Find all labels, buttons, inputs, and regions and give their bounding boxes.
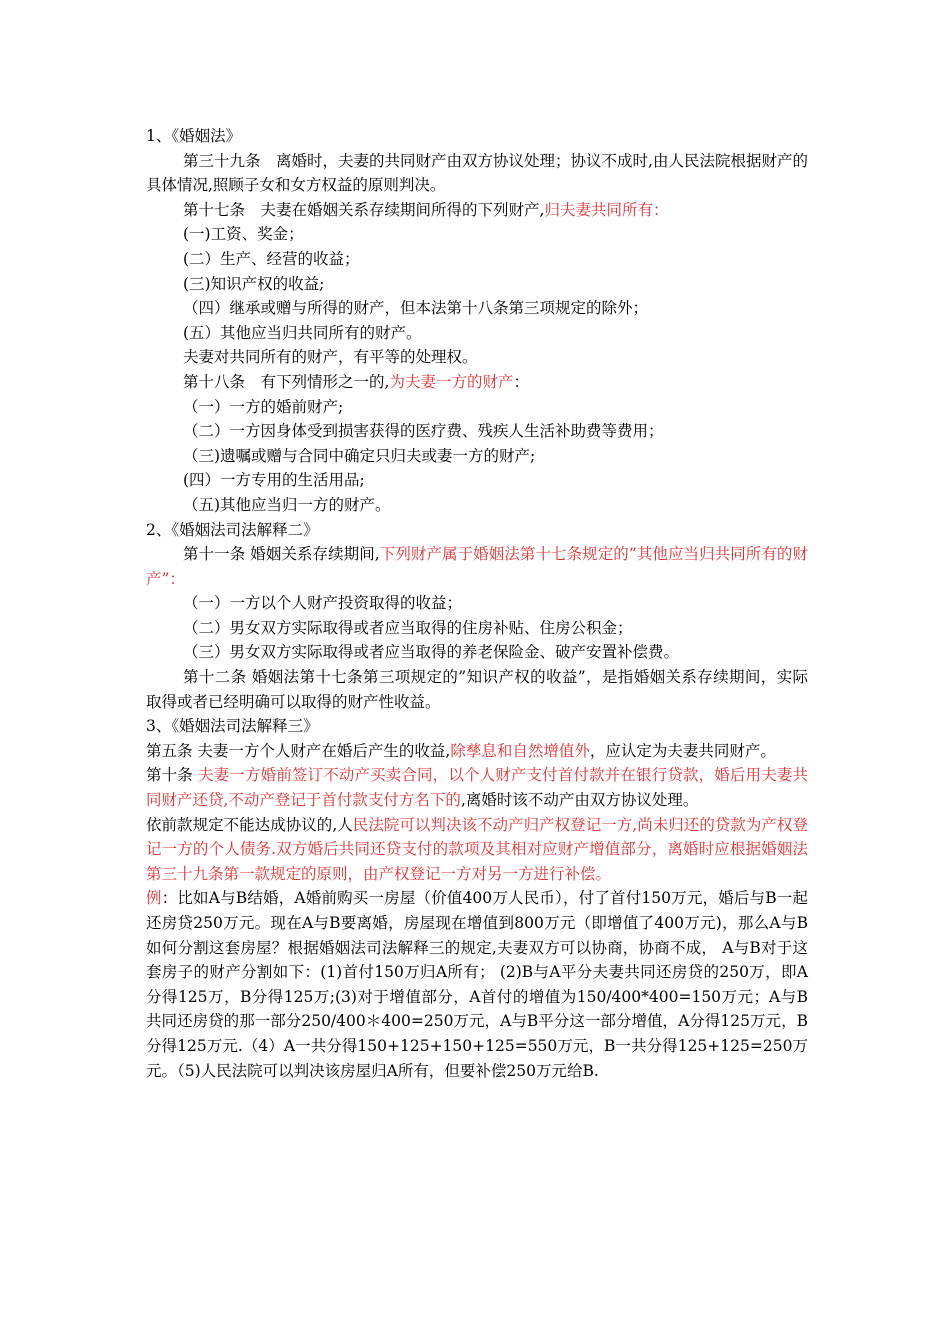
list-item: (一)工资、奖金； [183, 225, 304, 244]
list-item: （五)其他应当归一方的财产。 [183, 495, 391, 514]
article-5-highlight: 除孳息和自然增值外 [450, 741, 590, 760]
article-39: 第三十九条 离婚时，夫妻的共同财产由双方协议处理；协议不成时,由人民法院根据财产的具体情况,照顾子女和女方权益的原则判决。 [146, 151, 808, 195]
article-12: 第十二条 婚姻法第十七条第三项规定的”知识产权的收益”，是指婚姻关系存续期间，实际取得或者已经明确可以取得的财产性收益。 [146, 668, 808, 711]
article-11: 第十一条 婚姻关系存续期间,下列财产属于婚姻法第十七条规定的”其他应当归共同所有的财产”： [146, 545, 808, 588]
document-body [146, 124, 808, 1083]
article-17: 第十七条 夫妻在婚姻关系存续期间所得的下列财产,归夫妻共同所有： [183, 200, 669, 219]
section-title-interpretation-3: 3、《婚姻法司法解释三》 [146, 717, 319, 736]
article-11-highlight: 下列财产属于婚姻法第十七条规定的”其他应当归共同所有的财产”： [146, 545, 808, 588]
article-17-highlight: 归夫妻共同所有： [544, 200, 669, 219]
list-item: （四）继承或赠与所得的财产，但本法第十八条第三项规定的除外； [183, 299, 649, 318]
list-item: (五）其他应当归共同所有的财产。 [183, 323, 422, 342]
list-item: （二）一方因身体受到损害获得的医疗费、残疾人生活补助费等费用； [183, 422, 664, 441]
list-item: (二）生产、经营的收益； [183, 249, 360, 268]
article-18-highlight: 为夫妻一方的财产 [389, 372, 514, 391]
list-item: （二）男女双方实际取得或者应当取得的住房补贴、住房公积金； [183, 618, 633, 637]
list-item: （一）一方的婚前财产; [183, 397, 344, 416]
list-item: (三)知识产权的收益; [183, 274, 325, 293]
list-item: （三)遗嘱或赠与合同中确定只归夫或妻一方的财产; [183, 446, 536, 465]
example-label: 例 [146, 889, 162, 908]
article-10: 第十条 夫妻一方婚前签订不动产买卖合同，以个人财产支付首付款并在银行贷款，婚后用夫妻共同财产还贷,不动产登记于首付款支付方名下的,离婚时该不动产由双方协议处理。 [146, 766, 808, 810]
list-item: （三）男女双方实际取得或者应当取得的养老保险金、破产安置补偿费。 [183, 643, 680, 662]
example-paragraph: 例：比如A与B结婚，A婚前购买一房屋（价值400万人民币），付了首付150万元，婚后与B一起还房贷250万元。现在A与B要离婚，房屋现在增值到800万元（即增值了400万元)，那么A与B如何分割这套房屋？根据婚姻法司法解释三的规定,夫妻双方可以协商，协商不成， A与B对于这套房子的财产分割如下：(1)首付150万归A所有； (2)B与A平分夫妻共同还房贷的250万，即A分得125万，B分得125万;(3)对于增值部分，A首付的增值为150/400*400=150万元；A与B共同还房贷的那一部分250/400＊400=250万元，A与B平分这一部分增值，A分得125万元，B分得125万元.（4）A一共分得150+125+150+125=550万元，B一共分得125+125=250万元。（5)人民法院可以判决该房屋归A所有，但要补偿250万元给B. [146, 889, 808, 1080]
list-item: （一）一方以个人财产投资取得的收益； [183, 594, 463, 613]
article-17-note: 夫妻对共同所有的财产，有平等的处理权。 [183, 348, 478, 367]
article-5: 第五条 夫妻一方个人财产在婚后产生的收益,除孳息和自然增值外，应认定为夫妻共同财产。 [146, 741, 776, 760]
list-item: (四）一方专用的生活用品; [183, 471, 365, 490]
article-10-paragraph-2: 依前款规定不能达成协议的,人民法院可以判决该不动产归产权登记一方,尚未归还的贷款为产权登记一方的个人债务.双方婚后共同还贷支付的款项及其相对应财产增值部分，离婚时应根据婚姻法第三十九条第一款规定的原则，由产权登记一方对另一方进行补偿。 [146, 815, 808, 883]
section-title-marriage-law: 1、《婚姻法》 [146, 127, 242, 145]
article-10-paragraph-2-highlight: 民法院可以判决该不动产归产权登记一方,尚未归还的贷款为产权登记一方的个人债务.双方婚后共同还贷支付的款项及其相对应财产增值部分，离婚时应根据婚姻法第三十九条第一款规定的原则，由产权登记一方对另一方进行补偿。 [146, 815, 808, 883]
article-18: 第十八条 有下列情形之一的,为夫妻一方的财产： [183, 372, 529, 391]
section-title-interpretation-2: 2、《婚姻法司法解释二》 [146, 520, 319, 539]
article-10-highlight: 夫妻一方婚前签订不动产买卖合同，以个人财产支付首付款并在银行贷款，婚后用夫妻共同财产还贷,不动产登记于首付款支付方名下的 [146, 766, 808, 810]
